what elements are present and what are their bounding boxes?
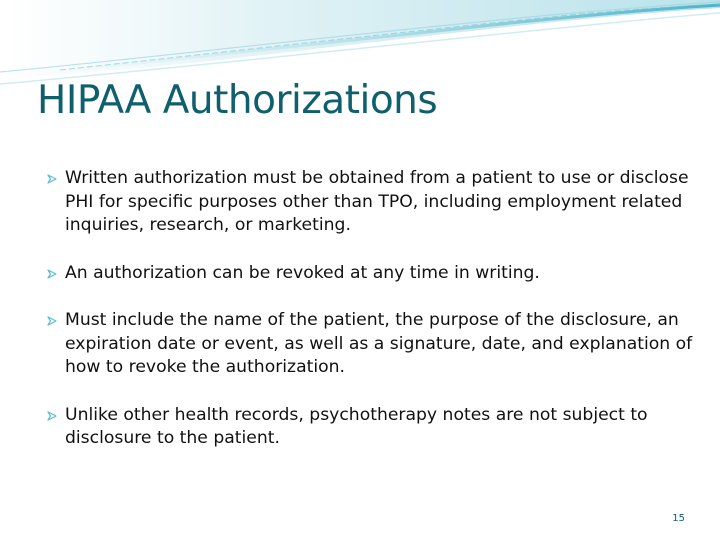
bullet-text: An authorization can be revoked at any time in writing. (65, 262, 540, 283)
bullet-item (47, 404, 707, 451)
bullet-text: Unlike other health records, psychotherapy notes are not subject to disclosure to the patient. (65, 404, 648, 448)
arrow-bullet-icon (47, 411, 58, 421)
bullet-item (47, 309, 707, 380)
slide-title: HIPAA Authorizations (37, 78, 438, 123)
arrow-bullet-icon (47, 316, 58, 326)
arrow-bullet-icon (47, 269, 58, 279)
header-swoosh-decoration (0, 0, 720, 90)
bullet-text: Must include the name of the patient, the purpose of the disclosure, an expiration date or event, as well as a signature, date, and explanation of how to revoke the authorization. (65, 310, 693, 377)
arrow-bullet-icon (47, 174, 58, 184)
bullet-list (47, 167, 707, 451)
bullet-text: Written authorization must be obtained from a patient to use or disclose PHI for specific purposes other than TPO, including employment related inquiries, research, or marketing. (65, 168, 689, 235)
page-number: 15 (672, 513, 685, 524)
bullet-item (47, 167, 707, 238)
bullet-item (47, 262, 707, 286)
